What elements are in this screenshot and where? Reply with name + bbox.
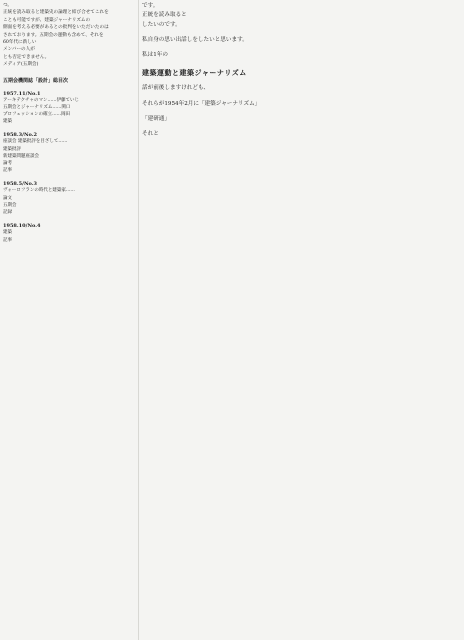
paragraph — [142, 2, 462, 30]
text-line: とも否定できません。 — [3, 54, 50, 60]
text-line: 正統を読み取ると — [142, 12, 187, 19]
text-line: 話が前後しますけれども、 — [142, 85, 210, 92]
text-line: 私自身の思い出話しをしたいと思います。 — [142, 36, 248, 43]
paragraph — [142, 84, 462, 93]
text-line: 正統を読み取ると建築史の論理と結び合せてこれを — [3, 10, 109, 16]
text-line: 「建研通」 — [142, 115, 170, 122]
text-line: です。 — [142, 3, 159, 9]
text-line: それと — [142, 131, 159, 137]
intro-text — [3, 2, 137, 69]
issue-heading: 1958.3/No.2 — [3, 132, 37, 139]
text-line: メディア(五期会) — [3, 62, 39, 68]
table-of-contents-entry: 論文 — [3, 195, 12, 201]
text-line: 側面を考える必要があるとの批判をいただいたのは — [3, 25, 109, 31]
text-line: ことも可能ですが、建築ジャーナリズムの — [3, 17, 91, 23]
body-text — [142, 2, 462, 60]
table-of-contents-entry: 建築 — [3, 230, 12, 236]
paragraph — [142, 130, 462, 139]
section-body — [142, 84, 462, 139]
left-column — [3, 2, 137, 638]
paragraph — [142, 115, 462, 124]
text-line: 私は1年の — [142, 52, 168, 58]
table-of-contents-entry: 新建築問題座談会 — [3, 153, 39, 159]
section-heading: 建築運動と建築ジャーナリズム — [142, 68, 247, 78]
table-of-contents-entry: 建築批評 — [3, 146, 21, 152]
table-of-contents-entry: 五期会とジャーナリズム……関口 — [3, 104, 71, 110]
table-of-contents-entry: 記事 — [3, 237, 12, 243]
table-of-contents-entry: アーキテクチャのマン……伊藤ていじ — [3, 97, 80, 103]
table-of-contents-entry: 記録 — [3, 210, 12, 216]
paragraph — [142, 36, 462, 45]
table-of-contents-entry: 五期会 — [3, 202, 17, 208]
text-line: それらが1954年2月に「建築ジャーナリズム」 — [142, 100, 261, 107]
table-of-contents-entry: プロフェッションの確立……岡田 — [3, 112, 71, 118]
table-of-contents-entry: 記事 — [3, 168, 12, 174]
column-divider — [138, 0, 139, 640]
issue-list — [3, 91, 137, 244]
paragraph — [142, 51, 462, 60]
right-column — [142, 2, 462, 638]
text-line: されております。五期会の運動も含めて、それを — [3, 32, 104, 38]
text-line: 60年代に新しい — [3, 40, 37, 46]
table-of-contents-entry: ヴォーロフランの時代と建築家…… — [3, 188, 75, 194]
issue-heading: 1958.5/No.3 — [3, 181, 37, 188]
text-line: つ。 — [3, 3, 13, 8]
table-of-contents-entry: 建築 — [3, 119, 12, 125]
table-of-contents-entry: 座談会 建築批評を目ざして…… — [3, 139, 68, 145]
section-title: 五期会機関誌「設計」総目次 — [3, 77, 69, 84]
paragraph — [142, 100, 462, 109]
text-line: メンバーの人が — [3, 47, 35, 53]
issue-heading: 1957.11/No.1 — [3, 90, 41, 97]
table-of-contents-entry: 論考 — [3, 161, 12, 167]
text-line: したいのです。 — [142, 21, 181, 28]
issue-heading: 1958.10/No.4 — [3, 223, 41, 230]
